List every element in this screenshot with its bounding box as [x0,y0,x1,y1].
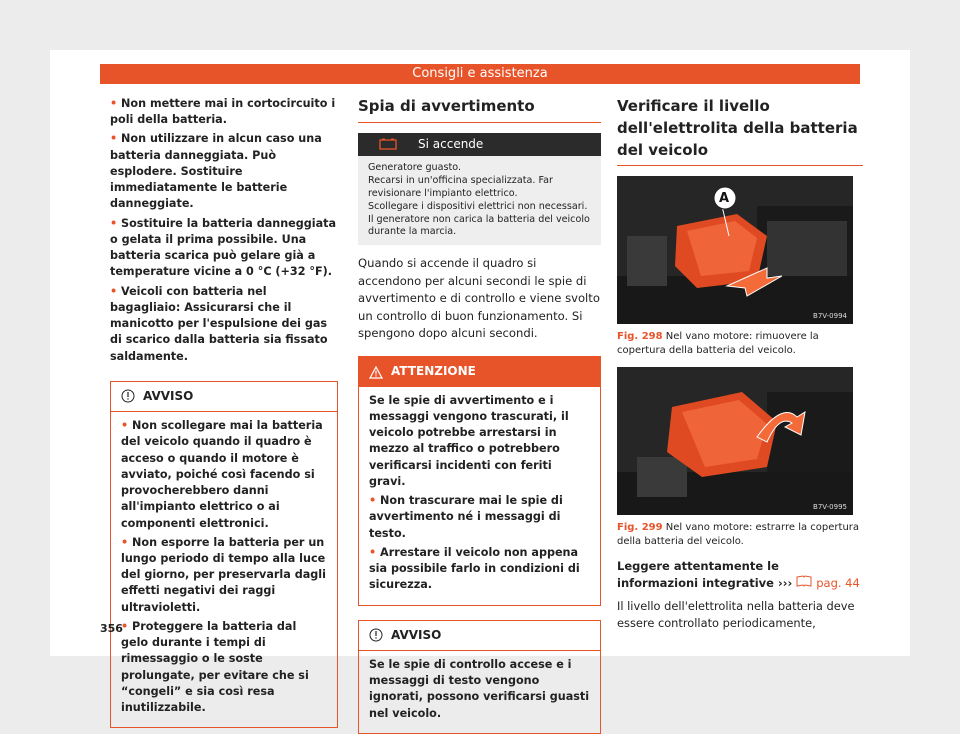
bullet-icon: • [110,132,122,146]
avviso-box-2 [358,620,601,734]
bullet-item: • Veicoli con batteria nel bagagliaio: Assicurarsi che il manicotto per l'espulsione dei gas di scarico dalla batteria sia fissato saldamente. [110,284,328,363]
attenzione-intro: Se le spie di avvertimento e i messaggi vengono trascurati, il veicolo potrebbe arrestarsi in mezzo al traffico o potrebbero verificarsi incidenti con feriti gravi. [369,393,569,488]
figure-number: Fig. 299 [617,522,663,534]
attenzione-item: • Arrestare il veicolo non appena sia possibile farlo in condizioni di sicurezza. [369,545,580,592]
bullet-item: • Non mettere mai in cortocircuito i poli della batteria. [110,97,336,127]
bullet-icon: • [110,97,122,110]
bullet-icon: • [110,216,122,230]
page-header: Consigli e assistenza [100,64,860,84]
figure-number: Fig. 298 [617,331,663,343]
bullet-icon: • [121,419,133,433]
bullet-item: • Non utilizzare in alcun caso una batteria danneggiata. Può esplodere. Sostituire immediatamente le batterie danneggiate. [110,132,322,211]
figure-code: B7V-0994 [813,312,847,321]
figure-299 [617,367,853,515]
attenzione-body [359,387,600,605]
attenzione-header [359,357,600,386]
bullet-icon: • [369,545,381,559]
avviso-body: Se le spie di controllo accese e i messaggi di testo vengono ignorati, possono verificarsi guasti nel veicolo. [369,657,590,720]
avviso-body [111,412,337,727]
warning-table-body [358,156,601,246]
battery-warning-icon [358,138,418,150]
section-title: Spia di avvertimento [358,96,601,123]
body-paragraph: Quando si accende il quadro si accendono per alcuni secondi le spie di avvertimento e di controllo e viene svolto un controllo di buon funzionamento. Si spengono dopo alcuni secondi. [358,256,600,340]
safety-bullets [110,96,338,365]
attenzione-item: • Non trascurare mai le spie di avvertimento né i messaggi di testo. [369,494,563,540]
bullet-item: • Sostituire la batteria danneggiata o gelata il prima possibile. Una batteria scarica può gelare già a temperature vicine a 0 °C (+32 °F). [110,216,337,279]
figure-caption: Fig. 298 Nel vano motore: rimuovere la copertura della batteria del veicolo. [617,331,819,356]
attenzione-title: ATTENZIONE [391,364,476,379]
bullet-icon: • [110,284,122,298]
section-title: Verificare il livello dell'elettrolita della batteria del veicolo [617,96,863,166]
avviso-item: • Non scollegare mai la batteria del veicolo quando il quadro è acceso o quando il motore è avviato, poiché così facendo si provocherebbero danni all'impianto elettrico o ai componenti elettronici. [121,419,323,530]
avviso-item: • Proteggere la batteria dal gelo durante i tempi di rimessaggio o le soste prolungate, per evitare che si “congeli” e sia così resa inutilizzabile. [121,619,309,715]
table-line: Recarsi in un'officina specializzata. Far revisionare l'impianto elettrico. [368,174,553,199]
avviso-title: AVVISO [391,627,442,642]
table-line: Scollegare i dispositivi elettrici non necessari. Il generatore non carica la batteria del veicolo durante la marcia. [368,200,590,238]
bullet-icon: • [121,535,133,549]
column-2 [358,96,601,734]
figure-caption: Fig. 299 Nel vano motore: estrarre la copertura della batteria del veicolo. [617,522,860,547]
reference-link[interactable]: ››› pag. 44 [777,575,860,590]
warning-table-header [358,133,601,156]
info-icon [369,628,383,642]
figure-298 [617,176,853,324]
engine-bay-image [617,367,853,515]
table-header-label: Si accende [418,136,484,151]
book-icon [796,575,812,587]
warning-triangle-icon [369,366,383,379]
column-1 [110,96,338,728]
avviso-title: AVVISO [143,388,194,403]
attenzione-box [358,356,601,605]
info-icon [121,389,135,403]
figure-label-a: A [719,191,730,207]
figure-code: B7V-0995 [813,503,847,512]
avviso-header [111,382,337,412]
body-paragraph: Il livello dell'elettrolita nella batteria deve essere controllato periodicamente, [617,598,855,630]
engine-bay-image [617,176,853,324]
bullet-icon: • [369,494,381,508]
table-line: Generatore guasto. [368,161,462,173]
subsection-title: Leggere attentamente le informazioni integrative ››› pag. 44 [617,559,860,590]
avviso-item: • Non esporre la batteria per un lungo periodo di tempo alla luce del giorno, per preservarla dagli effetti negativi dei raggi ultravioletti. [121,535,326,614]
bullet-icon: • [121,619,133,633]
page-number: 356 [100,622,123,635]
avviso-header [359,621,600,651]
column-3 [617,96,863,632]
avviso-box [110,381,338,729]
